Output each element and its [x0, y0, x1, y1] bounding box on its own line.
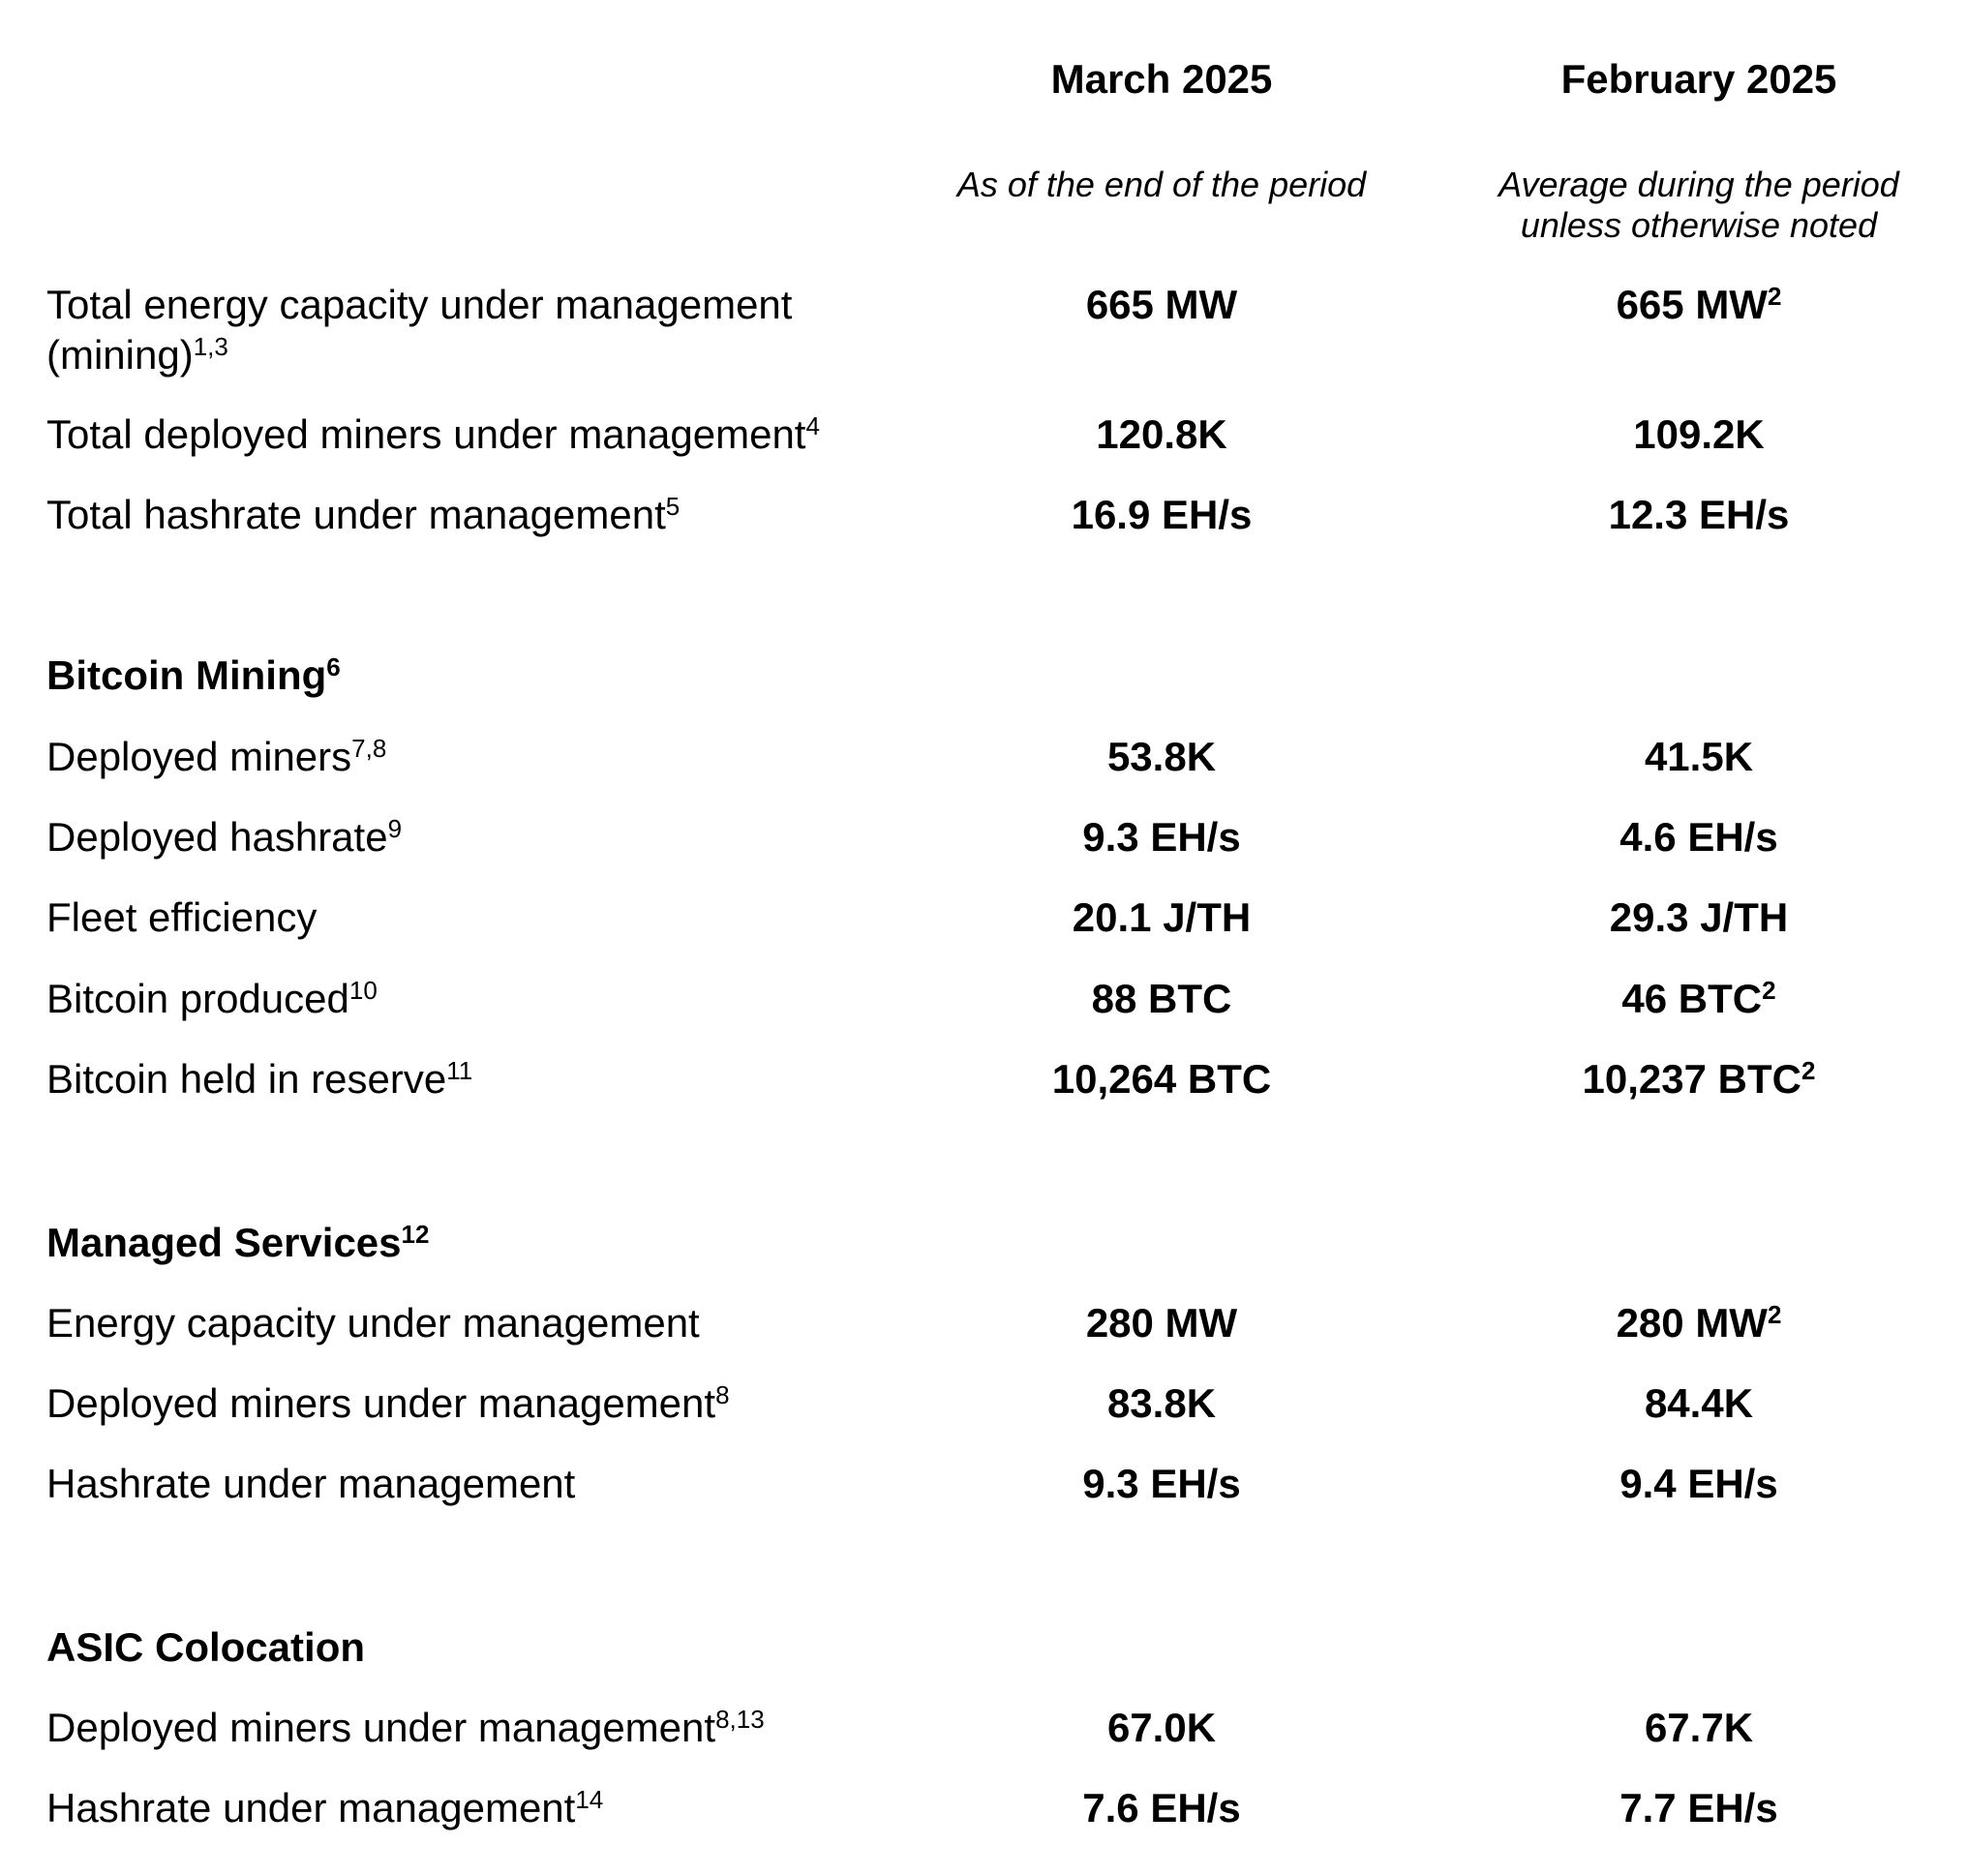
value-march: 53.8K [1106, 734, 1217, 779]
footnote-ref: 12 [401, 1220, 430, 1249]
column-subtitle-february-line2: unless otherwise noted [1520, 205, 1878, 245]
footnote-ref: 4 [805, 411, 820, 440]
value-march: 665 MW [1085, 282, 1238, 327]
row-total-energy-capacity [0, 280, 1967, 378]
section-title: Bitcoin Mining$^6$ [46, 652, 341, 698]
footnote-ref: 10 [348, 976, 378, 1005]
value-february: 665 $MW^2$ [1616, 282, 1782, 327]
footnote-ref: 9 [387, 814, 403, 843]
value-february: 4.6 EH/s [1619, 814, 1778, 860]
value-february: 12.3 EH/s [1608, 492, 1790, 537]
row-asic-hashrate [0, 1783, 1967, 1841]
value-february: 7.7 EH/s [1619, 1785, 1778, 1831]
row-total-deployed-miners [0, 409, 1967, 468]
value-march: 9.3 EH/s [1082, 814, 1241, 860]
row-label: Deployed miners under management$^{8,13}$ [46, 1705, 765, 1750]
value-february: 29.3 J/TH [1609, 894, 1789, 940]
row-label: Hashrate under management$^{14}$ [46, 1785, 604, 1831]
footnote-ref: 11 [446, 1056, 473, 1085]
value-march: 9.3 EH/s [1082, 1461, 1241, 1506]
section-asic-colocation [0, 1622, 1967, 1680]
value-february: 109.2K [1633, 411, 1765, 457]
footnote-ref: 8 [715, 1380, 730, 1409]
column-header-february: February 2025 [1560, 56, 1837, 102]
row-label: Bitcoin produced$^{10}$ [46, 976, 378, 1021]
row-label: Hashrate under management [46, 1461, 576, 1506]
footnote-ref: 2 [1767, 1300, 1782, 1329]
row-fleet-efficiency [0, 893, 1967, 951]
footnote-ref: 1,3 [193, 332, 228, 361]
row-label: Deployed miners$^{7,8}$ [46, 734, 387, 779]
value-march: 280 MW [1085, 1300, 1238, 1346]
row-label: Fleet efficiency [46, 894, 318, 940]
section-bitcoin-mining [0, 651, 1967, 709]
row-label: Total energy capacity under management (mining)$^{1,3}$ [46, 282, 793, 378]
value-february: 280 $MW^2$ [1616, 1300, 1782, 1346]
row-deployed-miners [0, 732, 1967, 790]
value-february: 10,237 BTC$^2$ [1582, 1056, 1816, 1102]
value-february: 41.5K [1644, 734, 1754, 779]
column-header-march: March 2025 [1050, 56, 1273, 102]
row-deployed-hashrate [0, 812, 1967, 870]
row-label: Bitcoin held in reserve$^{11}$ [46, 1056, 473, 1102]
footnote-ref: 2 [1762, 976, 1776, 1005]
section-title: Managed Services$^{12}$ [46, 1220, 430, 1265]
value-march: 10,264 BTC [1051, 1056, 1272, 1102]
value-march: 7.6 EH/s [1082, 1785, 1241, 1831]
row-ms-deployed-miners [0, 1378, 1967, 1437]
section-title: ASIC Colocation [46, 1624, 366, 1670]
column-subtitle-february [1428, 165, 1967, 246]
row-label: Deployed miners under management$^8$ [46, 1380, 730, 1426]
footnote-ref: 5 [665, 492, 681, 521]
footnote-ref: 2 [1801, 1056, 1816, 1085]
value-march: 16.9 EH/s [1071, 492, 1253, 537]
row-label: Deployed hashrate$^9$ [46, 814, 403, 860]
footnote-ref: 14 [575, 1785, 604, 1814]
value-february: 84.4K [1644, 1380, 1754, 1426]
footnote-ref: 8,13 [715, 1705, 765, 1734]
row-label: Total deployed miners under management$^4$ [46, 411, 820, 457]
row-label: Total hashrate under management$^5$ [46, 492, 681, 537]
section-managed-services [0, 1218, 1967, 1276]
row-asic-deployed-miners [0, 1703, 1967, 1761]
row-label: Energy capacity under management [46, 1300, 700, 1346]
footnote-ref: 7,8 [351, 734, 387, 763]
footnote-ref: 2 [1767, 282, 1782, 311]
value-february: 9.4 EH/s [1619, 1461, 1778, 1506]
value-march: 67.0K [1106, 1705, 1217, 1750]
value-march: 20.1 J/TH [1072, 894, 1252, 940]
value-march: 88 BTC [1091, 976, 1232, 1021]
row-total-hashrate [0, 490, 1967, 548]
footnote-ref: 6 [326, 652, 341, 681]
column-subtitle-march: As of the end of the period [956, 165, 1367, 204]
value-march: 83.8K [1106, 1380, 1217, 1426]
row-bitcoin-held-in-reserve [0, 1054, 1967, 1112]
row-ms-energy-capacity [0, 1298, 1967, 1356]
value-february: 67.7K [1644, 1705, 1754, 1750]
value-february: 46 BTC$^2$ [1621, 976, 1776, 1021]
value-march: 120.8K [1096, 411, 1227, 457]
row-ms-hashrate [0, 1459, 1967, 1517]
row-bitcoin-produced [0, 974, 1967, 1032]
column-subtitle-february-line1: Average during the period [1498, 165, 1899, 204]
